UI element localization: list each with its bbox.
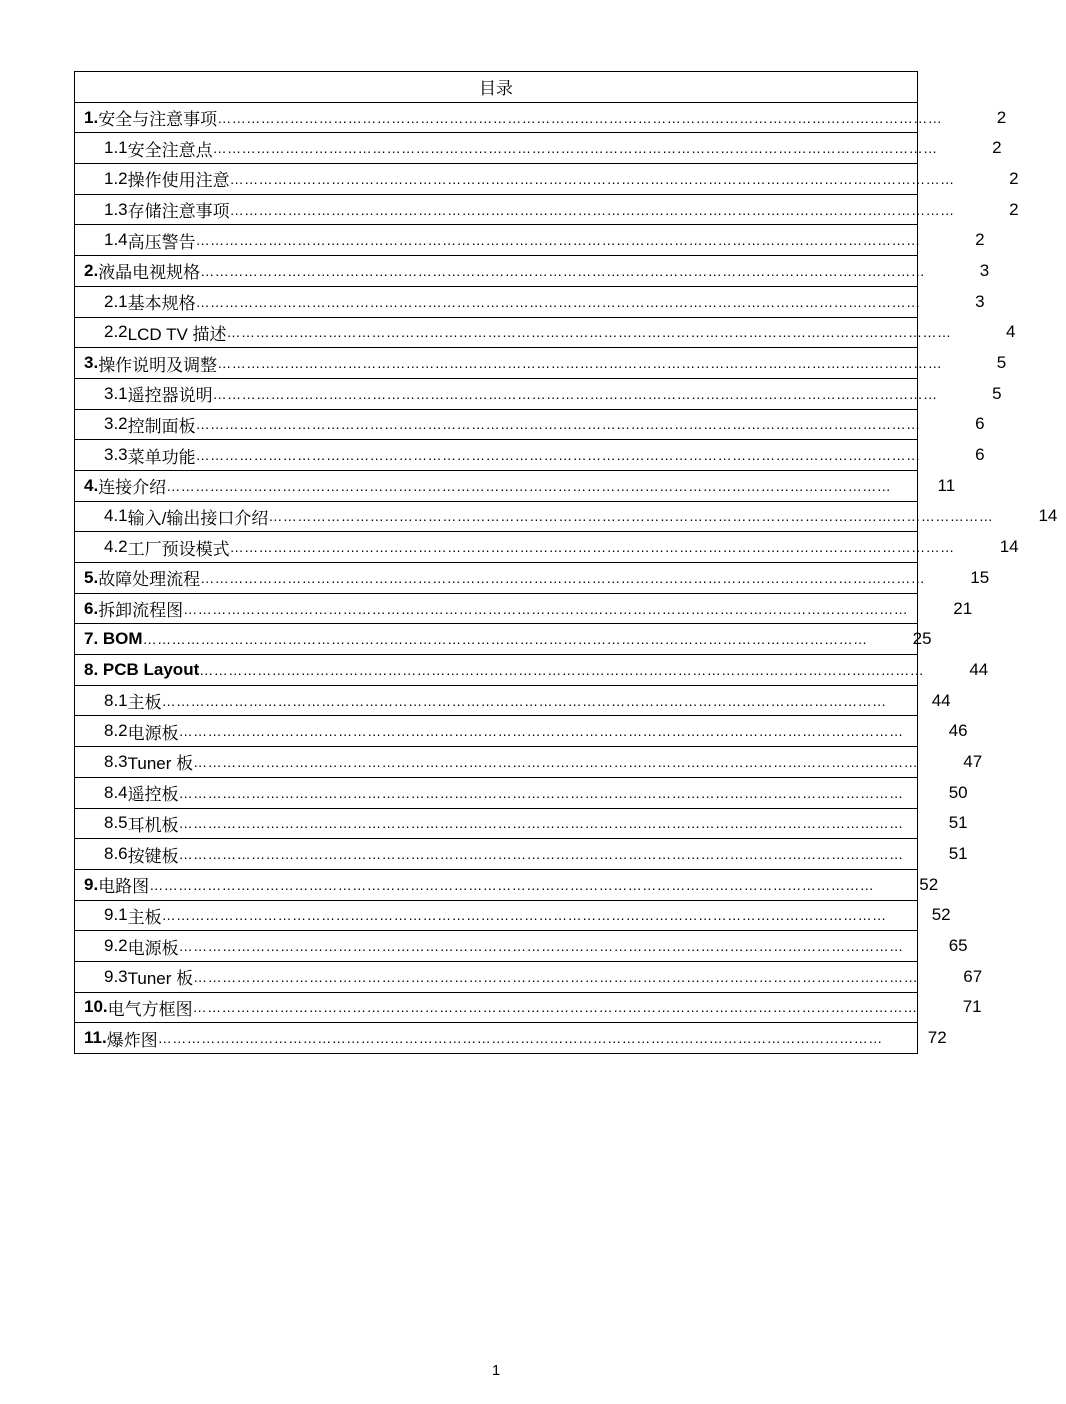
toc-entry-page: 47	[963, 751, 983, 771]
toc-leader-dots: ……………………………………………………………………………………………………………………………………	[161, 692, 887, 709]
toc-leader-dots: ……………………………………………………………………………………………………………………………………	[229, 170, 955, 187]
toc-entry-page: 46	[948, 721, 968, 741]
toc-entry-number: 6.	[84, 598, 99, 618]
toc-entry-text: 存储注意事项	[127, 202, 230, 222]
toc-entry[interactable]	[75, 655, 989, 685]
toc-row	[75, 685, 918, 716]
toc-row	[75, 378, 918, 409]
toc-entry-page: 51	[948, 844, 968, 864]
toc-row	[75, 409, 918, 440]
toc-row	[75, 1023, 918, 1054]
toc-entry-number: 10.	[84, 997, 108, 1017]
toc-row	[75, 593, 918, 624]
toc-entry-page: 25	[912, 629, 932, 649]
toc-leader-dots: ……………………………………………………………………………………………………………………………………	[157, 1030, 883, 1047]
toc-entry-text: 遥控板	[127, 785, 179, 805]
toc-entry-number: 4.	[84, 475, 99, 495]
toc-entry[interactable]	[75, 778, 968, 808]
toc-entry[interactable]	[75, 256, 990, 286]
toc-leader-dots: ……………………………………………………………………………………………………………………………………	[178, 815, 904, 832]
toc-entry-text: 安全注意点	[127, 140, 213, 160]
toc-entry-page: 72	[927, 1028, 947, 1048]
toc-entry-number: 8.1	[104, 690, 128, 710]
toc-entry-text: 耳机板	[127, 815, 179, 835]
toc-entry[interactable]	[75, 624, 932, 654]
toc-entry-text: 拆卸流程图	[98, 601, 184, 621]
toc-leader-dots: ……………………………………………………………………………………………………………………………………	[212, 385, 938, 402]
toc-entry-text: 安全与注意事项	[98, 110, 218, 130]
toc-entry-number: 1.1	[104, 138, 128, 158]
toc-entry-text: 电气方框图	[107, 999, 193, 1019]
toc-entry-number: 2.	[84, 260, 99, 280]
toc-entry-page: 52	[931, 905, 951, 925]
toc-entry-number: 8.4	[104, 782, 128, 802]
toc-leader-dots: ……………………………………………………………………………………………………………………………………	[161, 907, 887, 924]
toc-entry[interactable]	[75, 993, 982, 1023]
toc-row	[75, 501, 918, 532]
toc-leader-dots: ……………………………………………………………………………………………………………………………………	[142, 631, 868, 648]
toc-entry-number: 7. BOM	[84, 629, 143, 649]
toc-entry-text: 电源板	[127, 938, 179, 958]
toc-row	[75, 102, 918, 133]
toc-entry-page: 4	[1006, 322, 1016, 342]
toc-entry[interactable]	[75, 440, 985, 470]
toc-entry-text: 主板	[127, 693, 162, 713]
toc-leader-dots: ……………………………………………………………………………………………………………………………………	[183, 600, 909, 617]
toc-leader-dots: ……………………………………………………………………………………………………………………………………	[217, 355, 943, 372]
toc-row	[75, 747, 918, 778]
toc-entry[interactable]	[75, 931, 968, 961]
toc-row	[75, 194, 918, 225]
toc-entry[interactable]	[75, 471, 956, 501]
toc-entry-number: 9.	[84, 874, 99, 894]
toc-entry-page: 44	[969, 659, 989, 679]
toc-row	[75, 931, 918, 962]
toc-entry-text: Tuner 板	[127, 754, 194, 774]
toc-leader-dots: ……………………………………………………………………………………………………………………………………	[200, 569, 926, 586]
toc-entry-page: 6	[975, 414, 985, 434]
toc-entry-text: 遥控器说明	[127, 386, 213, 406]
toc-entry-page: 51	[948, 813, 968, 833]
toc-row	[75, 563, 918, 594]
toc-entry-page: 3	[979, 260, 990, 280]
toc-leader-dots: ……………………………………………………………………………………………………………………………………	[193, 968, 919, 985]
toc-leader-dots: ……………………………………………………………………………………………………………………………………	[229, 539, 955, 556]
toc-entry-text: 电源板	[127, 723, 179, 743]
toc-entry-text: Tuner 板	[127, 969, 194, 989]
toc-entry[interactable]	[75, 563, 990, 593]
toc-entry-page: 50	[948, 782, 968, 802]
toc-row	[75, 839, 918, 870]
toc-row	[75, 900, 918, 931]
toc-row	[75, 777, 918, 808]
toc-leader-dots: ……………………………………………………………………………………………………………………………………	[229, 201, 955, 218]
toc-leader-dots: ……………………………………………………………………………………………………………………………………	[178, 784, 904, 801]
toc-entry-number: 8.6	[104, 844, 128, 864]
toc-entry[interactable]	[75, 870, 939, 900]
toc-entry[interactable]	[75, 195, 1019, 225]
toc-entry-text: 控制面板	[127, 416, 196, 436]
toc-leader-dots: ……………………………………………………………………………………………………………………………………	[178, 723, 904, 740]
toc-entry[interactable]	[75, 225, 985, 255]
toc-entry-text: 菜单功能	[127, 447, 196, 467]
toc-entry-page: 6	[975, 445, 985, 465]
toc-entry[interactable]	[75, 287, 985, 317]
toc-entry-number: 3.1	[104, 383, 128, 403]
toc-entry-number: 4.1	[104, 506, 128, 526]
toc-entry-text: 高压警告	[127, 232, 196, 252]
toc-entry[interactable]	[75, 164, 1019, 194]
toc-entry[interactable]	[75, 133, 1002, 163]
toc-row	[75, 133, 918, 164]
toc-entry-page: 14	[999, 537, 1019, 557]
toc-row	[75, 164, 918, 195]
toc-leader-dots: ……………………………………………………………………………………………………………………………………	[217, 109, 943, 126]
toc-entry-number: 1.4	[104, 230, 128, 250]
toc-entry-number: 9.3	[104, 966, 128, 986]
toc-entry-text: 操作使用注意	[127, 171, 230, 191]
toc-entry-page: 21	[953, 598, 973, 618]
toc-entry[interactable]	[75, 532, 1019, 562]
toc-entry-text: 电路图	[98, 877, 150, 897]
toc-entry-text: 液晶电视规格	[98, 263, 201, 283]
toc-entry-page: 5	[996, 353, 1007, 373]
toc-leader-dots: ……………………………………………………………………………………………………………………………………	[192, 999, 918, 1016]
toc-row	[75, 470, 918, 501]
toc-leader-dots: ……………………………………………………………………………………………………………………………………	[226, 324, 952, 341]
toc-entry[interactable]	[75, 716, 968, 746]
toc-entry-page: 65	[948, 936, 968, 956]
toc-entry[interactable]	[75, 839, 968, 869]
toc-entry[interactable]	[75, 809, 968, 839]
toc-leader-dots: ……………………………………………………………………………………………………………………………………	[195, 232, 921, 249]
toc-entry[interactable]	[75, 686, 951, 716]
toc-entry-number: 8.3	[104, 751, 128, 771]
toc-row	[75, 716, 918, 747]
toc-entry-number: 8.2	[104, 721, 128, 741]
toc-row	[75, 286, 918, 317]
toc-entry-text: 主板	[127, 907, 162, 927]
toc-entry-number: 9.1	[104, 905, 128, 925]
toc-row	[75, 440, 918, 471]
toc-entry-text: 连接介绍	[98, 478, 167, 498]
toc-title: 目录	[75, 72, 918, 103]
toc-entry-page: 2	[1009, 199, 1019, 219]
toc-entry-number: 2.2	[104, 322, 128, 342]
toc-entry-number: 11.	[84, 1028, 107, 1048]
toc-entry-page: 5	[992, 383, 1002, 403]
toc-entry-page: 2	[1009, 168, 1019, 188]
toc-entry-number: 3.	[84, 353, 99, 373]
toc-entry-number: 1.	[84, 107, 99, 127]
toc-entry[interactable]	[75, 410, 985, 440]
toc-entry-page: 67	[963, 966, 983, 986]
toc-entry[interactable]	[75, 594, 973, 624]
toc-leader-dots: ……………………………………………………………………………………………………………………………………	[178, 846, 904, 863]
toc-entry[interactable]	[75, 1023, 947, 1053]
toc-entry-page: 2	[975, 230, 985, 250]
toc-row	[75, 655, 918, 686]
toc-row	[75, 961, 918, 992]
toc-entry-number: 9.2	[104, 936, 128, 956]
toc-leader-dots: ……………………………………………………………………………………………………………………………………	[212, 140, 938, 157]
toc-row	[75, 317, 918, 348]
toc-entry-number: 5.	[84, 567, 99, 587]
toc-entry-text: 工厂预设模式	[127, 539, 230, 559]
toc-entry-number: 8. PCB Layout	[84, 659, 200, 679]
toc-leader-dots: ……………………………………………………………………………………………………………………………………	[268, 508, 994, 525]
toc-entry-number: 4.2	[104, 537, 128, 557]
toc-row	[75, 869, 918, 900]
table-of-contents	[74, 71, 1058, 1054]
toc-entry[interactable]	[75, 379, 1002, 409]
toc-entry[interactable]	[75, 962, 983, 992]
toc-entry[interactable]	[75, 348, 1007, 378]
toc-entry[interactable]	[75, 103, 1007, 133]
toc-entry-number: 3.2	[104, 414, 128, 434]
toc-row	[75, 624, 918, 655]
toc-entry-text: LCD TV 描述	[127, 324, 227, 344]
toc-entry-page: 71	[962, 997, 982, 1017]
toc-entry-number: 3.3	[104, 445, 128, 465]
toc-row	[75, 348, 918, 379]
toc-entry-text: 基本规格	[127, 294, 196, 314]
toc-entry-number: 8.5	[104, 813, 128, 833]
toc-entry-text: 输入/输出接口介绍	[127, 508, 269, 528]
toc-entry-page: 15	[970, 567, 990, 587]
toc-entry-page: 52	[919, 874, 939, 894]
toc-row	[75, 808, 918, 839]
toc-entry-text: 操作说明及调整	[98, 355, 218, 375]
toc-entry-page: 2	[992, 138, 1002, 158]
toc-leader-dots: ……………………………………………………………………………………………………………………………………	[193, 753, 919, 770]
toc-leader-dots: ……………………………………………………………………………………………………………………………………	[178, 938, 904, 955]
toc-entry-page: 2	[996, 107, 1007, 127]
toc-entry-number: 1.3	[104, 199, 128, 219]
toc-row	[75, 992, 918, 1023]
toc-entry-page: 11	[937, 475, 956, 495]
toc-row	[75, 225, 918, 256]
toc-entry[interactable]	[75, 747, 983, 777]
toc-entry[interactable]	[75, 318, 1016, 348]
toc-entry-text: 爆炸图	[106, 1030, 158, 1050]
toc-entry-text: 故障处理流程	[98, 570, 201, 590]
toc-entry[interactable]	[75, 502, 1058, 532]
toc-leader-dots: ……………………………………………………………………………………………………………………………………	[166, 477, 892, 494]
toc-entry-page: 44	[931, 690, 951, 710]
toc-leader-dots: ……………………………………………………………………………………………………………………………………	[149, 876, 875, 893]
toc-entry-number: 2.1	[104, 291, 128, 311]
toc-entry-number: 1.2	[104, 168, 128, 188]
toc-entry-text: 按键板	[127, 846, 179, 866]
toc-leader-dots: ……………………………………………………………………………………………………………………………………	[200, 262, 926, 279]
toc-title-row	[75, 72, 918, 103]
toc-leader-dots: ……………………………………………………………………………………………………………………………………	[199, 661, 925, 678]
toc-entry-page: 14	[1038, 506, 1058, 526]
toc-entry[interactable]	[75, 901, 951, 931]
toc-leader-dots: ……………………………………………………………………………………………………………………………………	[195, 416, 921, 433]
toc-entry-page: 3	[975, 291, 985, 311]
page-number: 1	[491, 1362, 501, 1379]
toc-leader-dots: ……………………………………………………………………………………………………………………………………	[195, 447, 921, 464]
toc-leader-dots: ……………………………………………………………………………………………………………………………………	[195, 293, 921, 310]
toc-row	[75, 532, 918, 563]
toc-row	[75, 256, 918, 287]
